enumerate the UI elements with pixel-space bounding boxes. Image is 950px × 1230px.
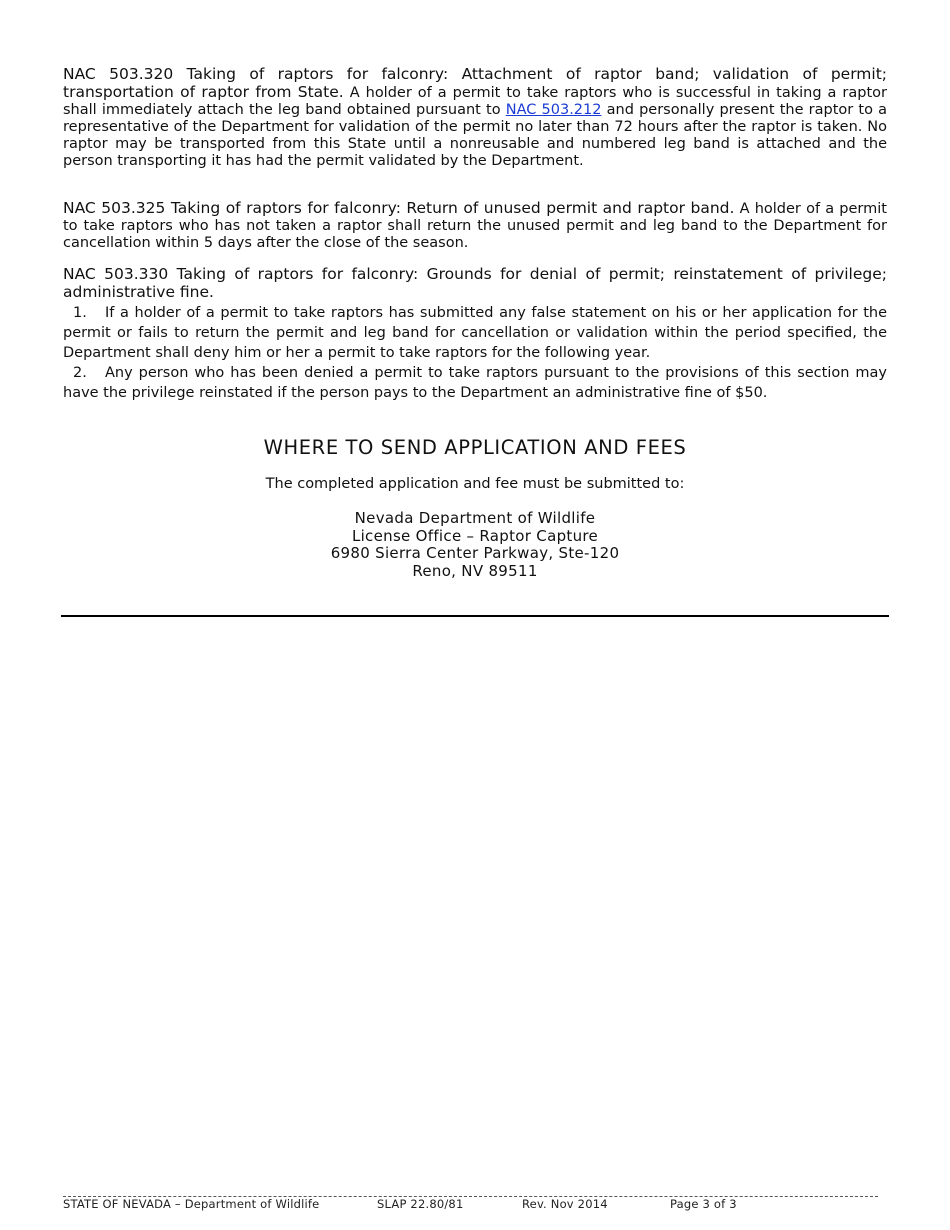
section-text: A holder of a permit to take raptors who is successful in taking a raptor shall immediately attach the leg band obtained pursuant to [63,85,887,118]
footer-form-number: SLAP 22.80/81 [377,1197,464,1211]
mailing-address [63,510,887,580]
section-heading: NAC 503.320 Taking of raptors for falconry: Attachment of raptor band; validation of permit; transportation of raptor from State. [63,65,887,101]
address-line: 6980 Sierra Center Parkway, Ste-120 [330,544,620,562]
address-line: License Office – Raptor Capture [351,526,599,545]
section-nac-503-320 [63,66,887,170]
item-number: 2. [73,365,87,381]
nac-503-212-link[interactable]: NAC 503.212 [505,102,602,118]
send-section-title: WHERE TO SEND APPLICATION AND FEES [263,436,687,459]
section-nac-503-325 [63,200,887,252]
footer-revision: Rev. Nov 2014 [522,1197,608,1211]
item-text: If a holder of a permit to take raptors has submitted any false statement on his or her application for the permit or fails to return the permit and leg band for cancellation or validation within the period specified, the Department shall deny him or her a permit to take raptors for the following year. [63,305,887,361]
section-heading: NAC 503.325 Taking of raptors for falconry: Return of unused permit and raptor band. [63,199,735,217]
send-instructions: The completed application and fee must be submitted to: [265,476,685,492]
footer-page-number: Page 3 of 3 [670,1197,737,1211]
section-text: A holder of a permit to take raptors who has not taken a raptor shall return the unused permit and leg band to the Department for cancellation within 5 days after the close of the season. [63,201,887,251]
numbered-item [63,363,887,403]
address-line: Nevada Department of Wildlife [354,509,596,527]
item-text: Any person who has been denied a permit to take raptors pursuant to the provisions of this section may have the privilege reinstated if the person pays to the Department an administrative fine of $50. [63,365,887,401]
item-number: 1. [73,305,87,321]
section-divider [61,615,889,617]
section-text: and personally present the raptor to a representative of the Department for validation of the permit no later than 72 hours after the raptor is taken. No raptor may be transported from this State until a nonreusable and numbered leg band is attached and the person transporting it has had the permit validated by the Department. [63,102,887,169]
section-heading-block [63,266,887,302]
address-line: Reno, NV 89511 [412,561,538,580]
section-heading: NAC 503.330 Taking of raptors for falconry: Grounds for denial of permit; reinstatement of privilege; administrative fine. [63,265,887,301]
regulations-body [63,66,887,403]
numbered-item [63,303,887,363]
section-nac-503-330 [63,266,887,403]
footer-agency: STATE OF NEVADA – Department of Wildlife [63,1197,320,1211]
